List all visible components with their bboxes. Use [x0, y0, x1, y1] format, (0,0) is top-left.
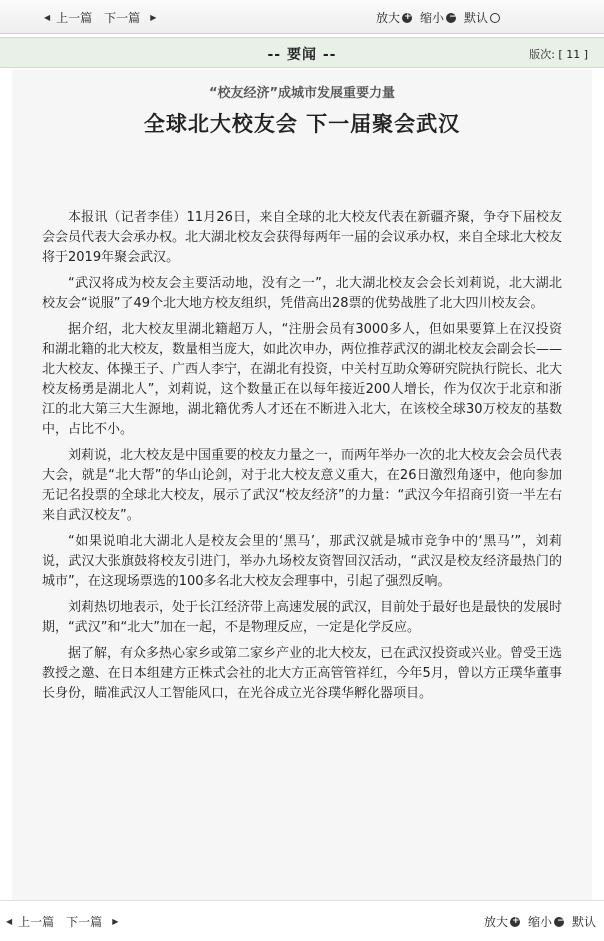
section-title: -- 要闻 --	[267, 47, 337, 63]
next-article-link[interactable]: 下一篇	[104, 11, 141, 25]
section-header	[0, 37, 604, 68]
edition-number: 版次: [ 11 ]	[529, 48, 588, 61]
default-size-button[interactable]	[464, 9, 500, 26]
paragraph: 据介绍，北大校友里湖北籍超万人，“注册会员有3000多人，但如果要算上在汉投资和湖北籍的北大校友，数量相当庞大，如此次申办，两位推荐武汉的湖北校友会副会长——北大校友、体操王子、广西人李宁，在湖北有投资，中关村互助众筹研究院执行院长、北大校友杨勇是湖北人”，刘莉说，这个数量正在以每年接近200人增长，作为仅次于北京和浙江的北大第三大生源地，湖北籍优秀人才还在不断进入北大，在该校全球30万校友的基数中，占比不小。	[42, 322, 563, 437]
zoom-controls	[376, 9, 508, 26]
article-body	[42, 208, 562, 710]
bottom-article-nav	[0, 913, 124, 930]
zoom-out-label: 缩小	[420, 11, 445, 25]
zoom-in-button[interactable]	[484, 913, 520, 930]
paragraph: 刘莉说，北大校友是中国重要的校友力量之一，而两年举办一次的北大校友会会员代表大会，就是“北大帮”的华山论剑，对于北大校友意义重大，在26日激烈角逐中，他向参加无记名投票的全球北大校友，展示了武汉“校友经济”的力量：“武汉今年招商引资一半左右来自武汉校友”。	[42, 448, 563, 523]
circle-icon	[490, 13, 500, 23]
prev-article-link[interactable]: 上一篇	[56, 11, 93, 25]
triangle-right-icon[interactable]: ▶	[150, 13, 157, 22]
zoom-in-button[interactable]	[376, 9, 412, 26]
zoom-out-button[interactable]	[420, 9, 456, 26]
paragraph: 刘莉热切地表示，处于长江经济带上高速发展的武汉，目前处于最好也是最快的发展时期，“武汉”和“北大”加在一起，不是物理反应，一定是化学反应。	[42, 600, 563, 635]
zoom-in-label: 放大	[376, 11, 401, 25]
next-article-link[interactable]: 下一篇	[66, 915, 103, 929]
default-size-button[interactable]	[572, 913, 596, 930]
zoom-out-button[interactable]	[528, 913, 564, 930]
bottom-toolbar	[0, 900, 604, 941]
triangle-left-icon[interactable]: ◀	[44, 13, 51, 22]
plus-circle-icon: +	[512, 915, 520, 926]
article-area	[12, 70, 592, 900]
paragraph: “武汉将成为校友会主要活动地，没有之一”，北大湖北校友会会长刘莉说，北大湖北校友会“说服”了49个北大地方校友组织，凭借高出28票的优势战胜了北大四川校友会。	[42, 276, 562, 311]
default-label: 默认	[572, 915, 597, 929]
plus-circle-icon: +	[404, 11, 412, 22]
article-title: 全球北大校友会 下一届聚会武汉	[143, 111, 461, 136]
paragraph: “如果说咱北大湖北人是校友会里的‘黑马’，那武汉就是城市竞争中的‘黑马’”，刘莉说，武汉大张旗鼓将校友引进门，举办九场校友资智回汉活动，“武汉是校友经济最热门的城市”，在这现场票选的100多名北大校友会理事中，引起了强烈反响。	[42, 534, 562, 589]
triangle-left-icon[interactable]: ◀	[6, 917, 13, 926]
minus-circle-icon: −	[446, 13, 456, 23]
paragraph: 据了解，有众多热心家乡或第二家乡产业的北大校友，已在武汉投资或兴业。曾受王选教授之邀、在日本组建方正株式会社的北大方正高管管祥红，今年5月，曾以方正璞华董事长身份，瞄准武汉人工智能风口，在光谷成立光谷璞华孵化器项目。	[42, 646, 563, 701]
article-subtitle: “校友经济”成城市发展重要力量	[208, 86, 396, 101]
zoom-in-label: 放大	[484, 915, 509, 929]
article-nav	[38, 9, 162, 26]
top-toolbar	[0, 0, 604, 34]
triangle-right-icon[interactable]: ▶	[112, 917, 119, 926]
bottom-zoom-controls	[484, 913, 596, 930]
minus-circle-icon: −	[554, 917, 564, 927]
zoom-out-label: 缩小	[528, 915, 553, 929]
prev-article-link[interactable]: 上一篇	[18, 915, 55, 929]
default-label: 默认	[464, 11, 489, 25]
paragraph: 本报讯（记者李佳）11月26日，来自全球的北大校友代表在新疆齐聚，争夺下届校友会会员代表大会承办权。北大湖北校友会获得每两年一届的会议承办权，来自全球北大校友将于2019年聚会武汉。	[42, 210, 563, 265]
